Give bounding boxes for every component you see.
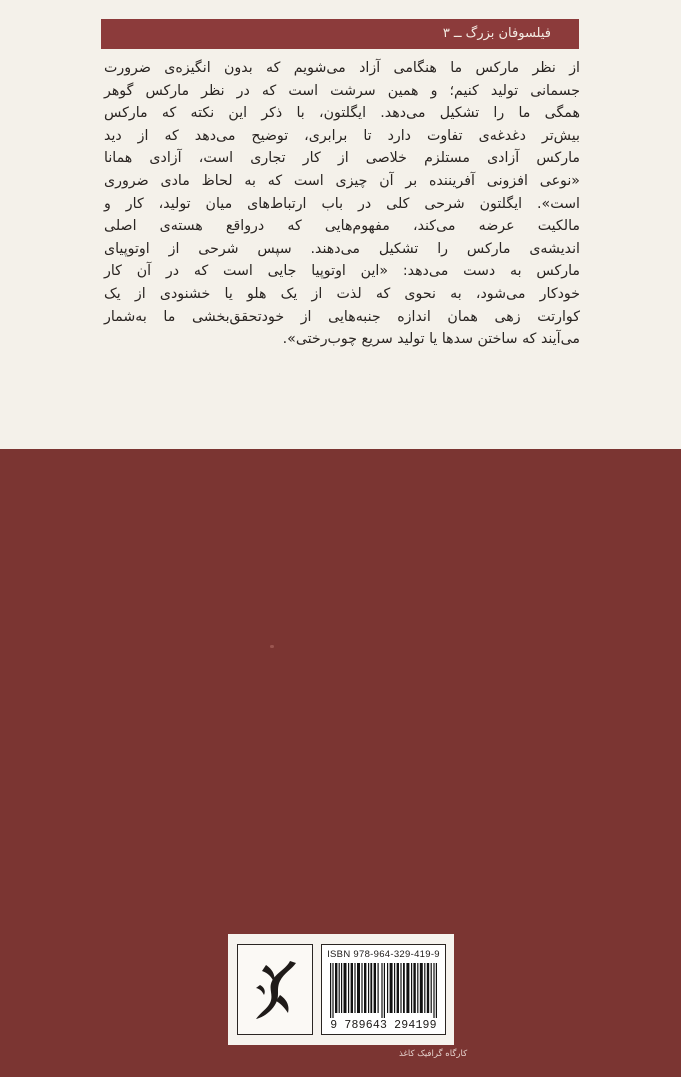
barcode-digits: 9 789643 294199 xyxy=(330,1019,437,1032)
blurb-line: همگی ما را تشکیل می‌دهد. ایگلتون، با ذکر این نکته که مارکس xyxy=(104,105,580,122)
publisher-logo xyxy=(237,944,313,1035)
barcode-bars xyxy=(330,963,439,1018)
blurb-line: مارکس آزادی مستلزم خلاصی از کار تجاری است، آزادی همانا xyxy=(104,150,580,167)
blurb-line: کوارتت زهی همان اندازه جنبه‌هایی از خودتحقق‌بخشی ما به‌شمار xyxy=(104,308,580,325)
blurb-line: مارکس به دست می‌دهد: «این اوتوپیا جایی است که در آن کار xyxy=(104,263,580,280)
isbn-number: ISBN 978-964-329-419-9 xyxy=(327,949,440,960)
blurb-line: است». ایگلتون شرحی کلی در باب ارتباط‌های میان تولید، کار و xyxy=(104,195,580,212)
blurb-line: بیش‌تر دغدغه‌ی تفاوت دارد تا برابری، توضیح می‌دهد که از دید xyxy=(104,127,580,144)
publisher-logo-icon xyxy=(246,955,306,1025)
barcode-label xyxy=(228,934,454,1045)
printer-credit: کارگاه گرافیک کاغذ xyxy=(399,1049,468,1059)
blurb-line: از نظر مارکس ما هنگامی آزاد می‌شویم که بدون انگیزه‌ی ضرورت xyxy=(104,60,580,76)
blurb-line: می‌آیند که ساختن سدها یا تولید سریع چوب‌رختی». xyxy=(282,331,580,348)
cover-speck xyxy=(270,645,274,648)
blurb-line: اندیشه‌ی مارکس را تشکیل می‌دهند. سپس شرحی از اوتوپیای xyxy=(104,240,580,257)
series-title-banner: فیلسوفان بزرگ ــ ۳ xyxy=(101,19,579,49)
blurb-line: خودکار می‌شود، به نحوی که لذت از یک هلو یا خشنودی از یک xyxy=(104,285,580,302)
blurb-line: «نوعی افزونی آفریننده بر آن چیزی است که به لحاظ مادی ضروری xyxy=(104,172,580,189)
back-cover-text-panel xyxy=(0,0,681,449)
blurb-text xyxy=(104,57,580,351)
isbn-barcode xyxy=(321,944,446,1035)
blurb-line: جسمانی تولید کنیم؛ و همین سرشت است که در نظر مارکس گوهر xyxy=(104,82,580,99)
blurb-line: مالکیت عرضه می‌کند، مفهوم‌هایی که درواقع هسته‌ی اصلی xyxy=(104,218,580,235)
